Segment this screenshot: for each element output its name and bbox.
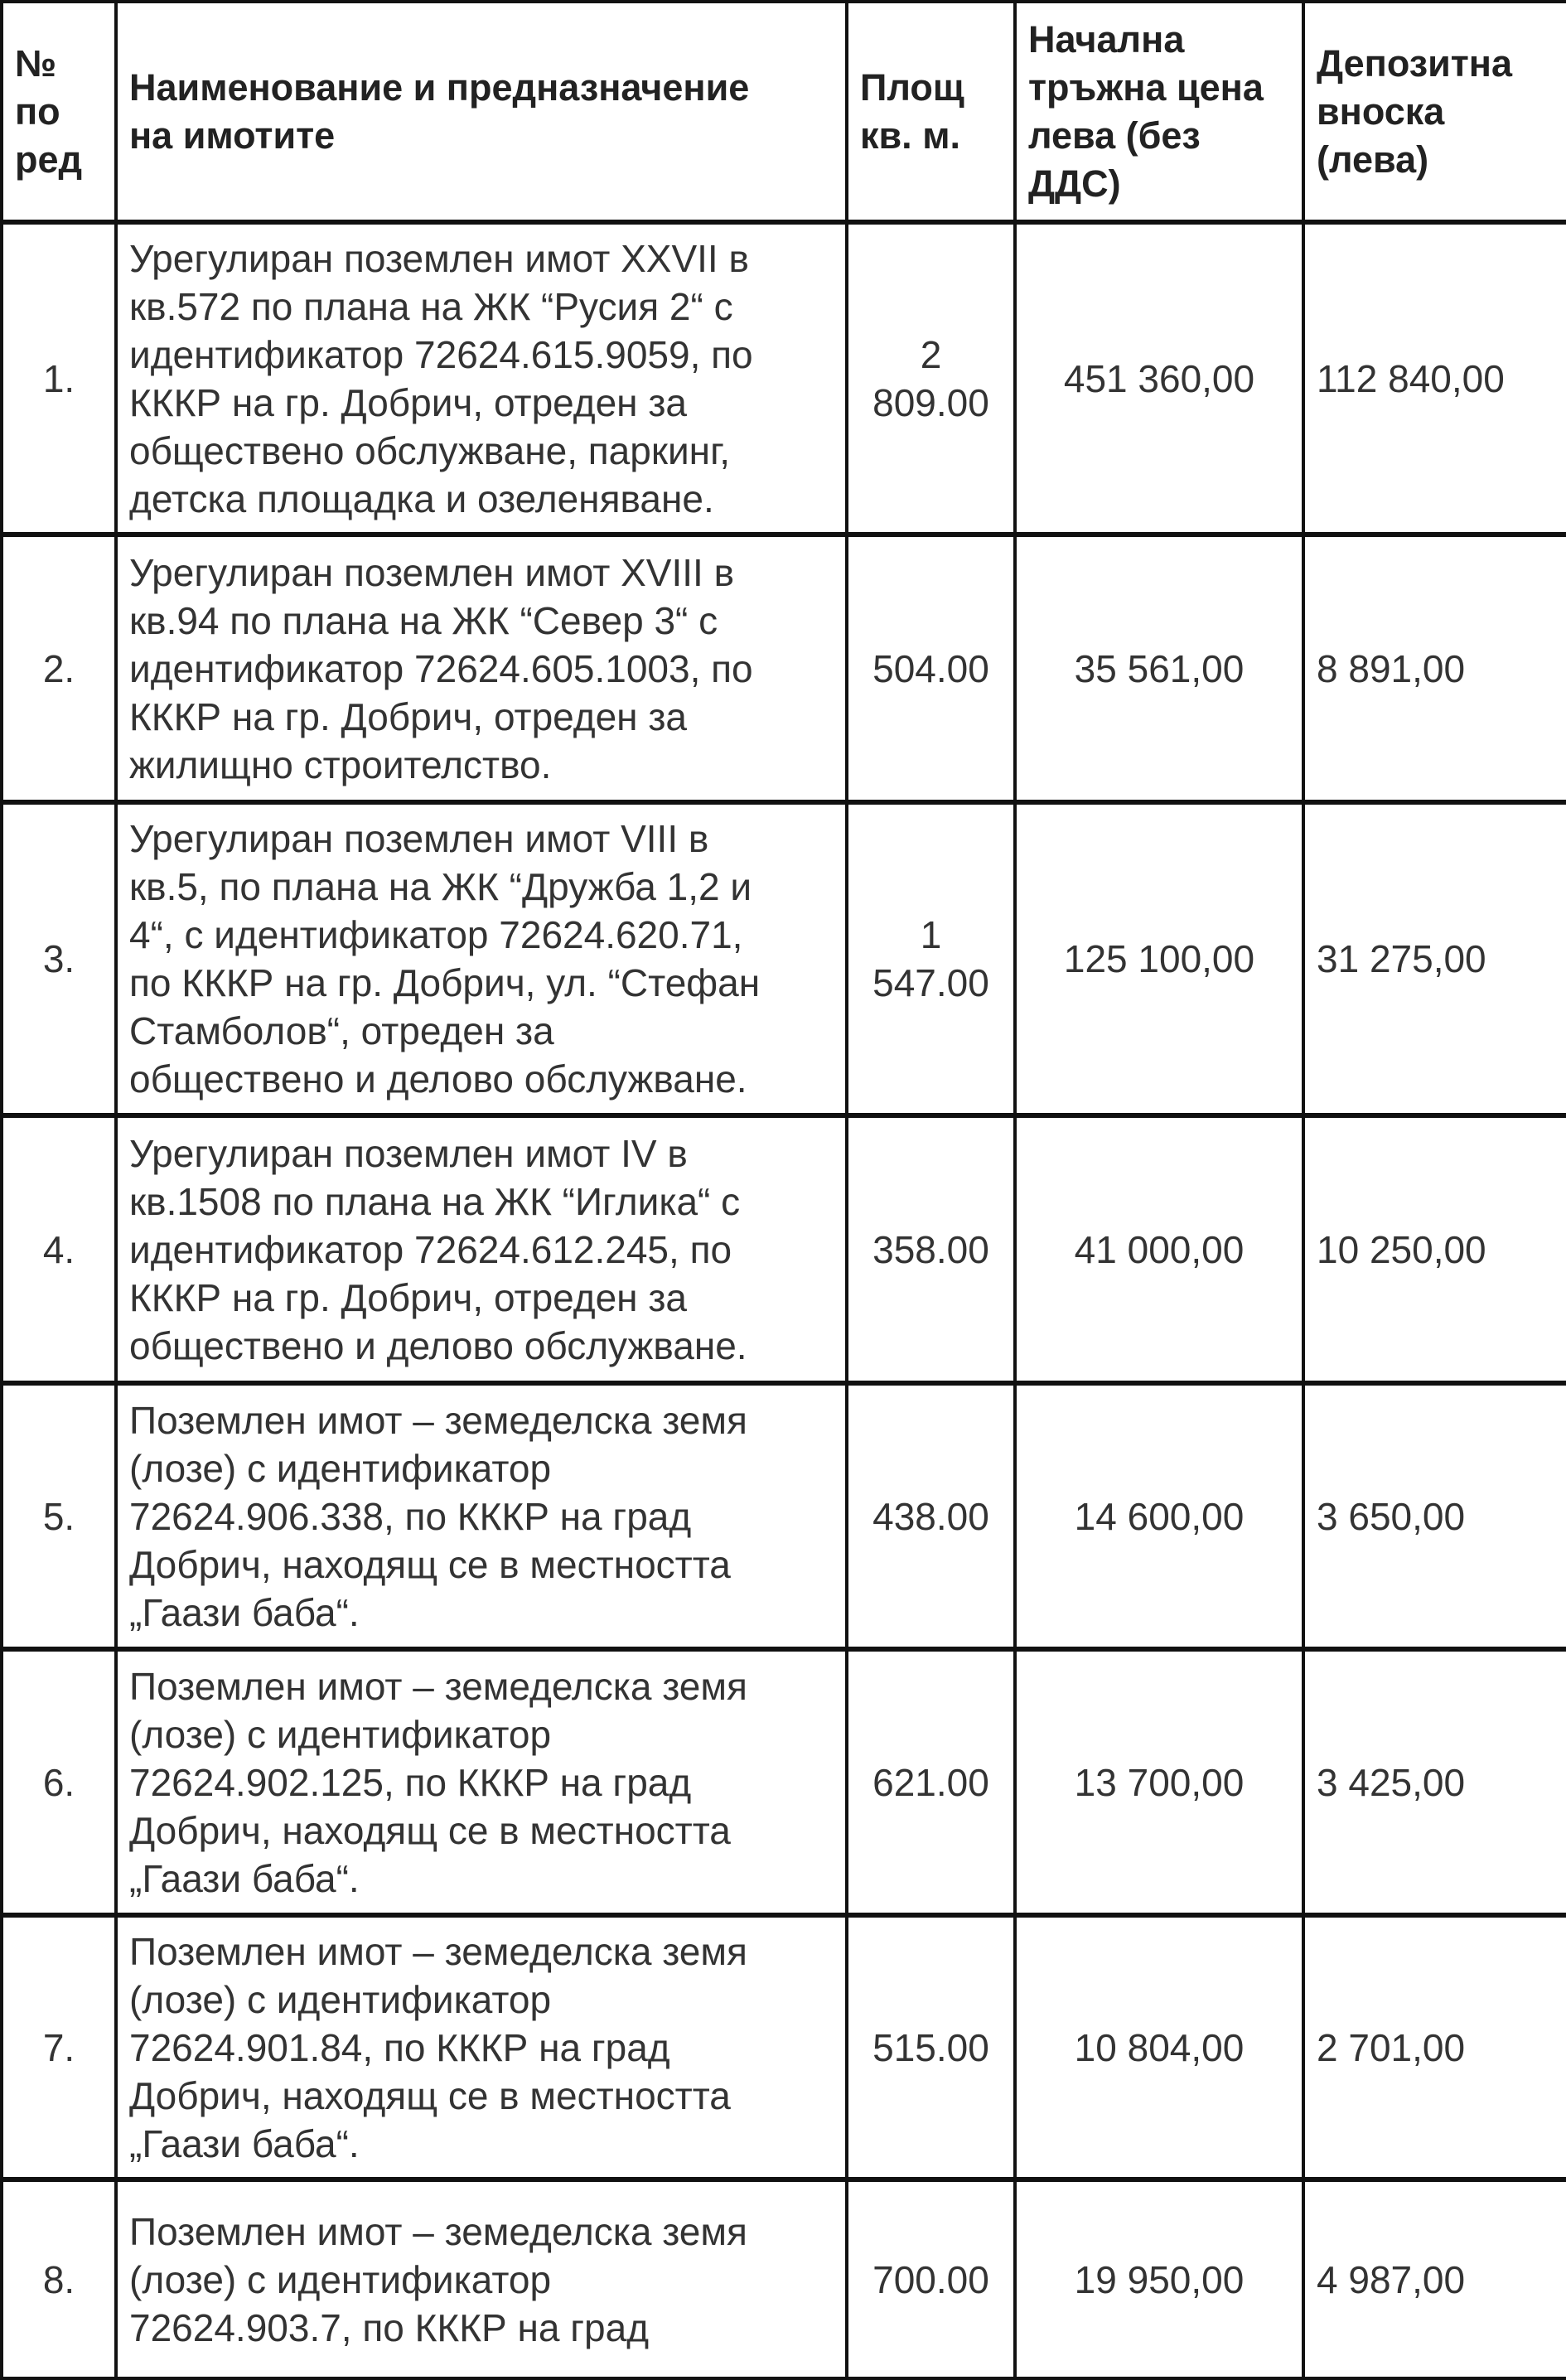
- property-description: Урегулиран поземлен имот VIII в кв.5, по плана на ЖК “Дружба 1,2 и 4“, с идентификатор 72624.620.71, по КККР на гр. Добрич, ул. “Стефан Стамболов“, отреден за обществено и делово обслужване.: [116, 802, 847, 1115]
- property-area: 621.00: [847, 1649, 1015, 1915]
- table-row: [2, 1915, 1566, 2179]
- property-description: Урегулиран поземлен имот XXVII в кв.572 по плана на ЖК “Русия 2“ с идентификатор 72624.615.9059, по КККР на гр. Добрич, отреден за обществено обслужване, паркинг, детска площадка и озеленяване.: [116, 222, 847, 535]
- property-description: Урегулиран поземлен имот IV в кв.1508 по плана на ЖК “Иглика“ с идентификатор 72624.612.245, по КККР на гр. Добрич, отреден за обществено и делово обслужване.: [116, 1115, 847, 1383]
- row-number: 8.: [2, 2179, 116, 2378]
- deposit-amount: 8 891,00: [1303, 535, 1566, 802]
- property-area: 515.00: [847, 1915, 1015, 2179]
- header-area: Площ кв. м.: [847, 2, 1015, 222]
- table-row: [2, 222, 1566, 535]
- deposit-amount: 3 650,00: [1303, 1383, 1566, 1649]
- property-description: Поземлен имот – земеделска земя (лозе) с идентификатор 72624.903.7, по КККР на град: [116, 2179, 847, 2378]
- deposit-amount: 4 987,00: [1303, 2179, 1566, 2378]
- row-number: 5.: [2, 1383, 116, 1649]
- property-area: 700.00: [847, 2179, 1015, 2378]
- header-row: [2, 2, 1566, 222]
- property-area: 1 547.00: [847, 802, 1015, 1115]
- starting-price: 19 950,00: [1015, 2179, 1303, 2378]
- table-row: [2, 2179, 1566, 2378]
- row-number: 6.: [2, 1649, 116, 1915]
- header-deposit: Депозитна вноска (лева): [1303, 2, 1566, 222]
- starting-price: 41 000,00: [1015, 1115, 1303, 1383]
- header-price: Начална тръжна цена лева (без ДДС): [1015, 2, 1303, 222]
- header-name: Наименование и предназначение на имотите: [116, 2, 847, 222]
- property-description: Поземлен имот – земеделска земя (лозе) с идентификатор 72624.902.125, по КККР на град Добрич, находящ се в местността „Гаази баба“.: [116, 1649, 847, 1915]
- deposit-amount: 10 250,00: [1303, 1115, 1566, 1383]
- starting-price: 125 100,00: [1015, 802, 1303, 1115]
- starting-price: 35 561,00: [1015, 535, 1303, 802]
- table-row: [2, 1383, 1566, 1649]
- row-number: 3.: [2, 802, 116, 1115]
- starting-price: 451 360,00: [1015, 222, 1303, 535]
- table-row: [2, 535, 1566, 802]
- starting-price: 10 804,00: [1015, 1915, 1303, 2179]
- row-number: 1.: [2, 222, 116, 535]
- property-description: Поземлен имот – земеделска земя (лозе) с идентификатор 72624.906.338, по КККР на град Добрич, находящ се в местността „Гаази баба“.: [116, 1383, 847, 1649]
- property-area: 504.00: [847, 535, 1015, 802]
- table-row: [2, 802, 1566, 1115]
- property-area: 358.00: [847, 1115, 1015, 1383]
- property-description: Урегулиран поземлен имот XVIII в кв.94 по плана на ЖК “Север 3“ с идентификатор 72624.605.1003, по КККР на гр. Добрич, отреден за жилищно строителство.: [116, 535, 847, 802]
- property-area: 2 809.00: [847, 222, 1015, 535]
- deposit-amount: 31 275,00: [1303, 802, 1566, 1115]
- row-number: 7.: [2, 1915, 116, 2179]
- table-row: [2, 1115, 1566, 1383]
- deposit-amount: 112 840,00: [1303, 222, 1566, 535]
- row-number: 2.: [2, 535, 116, 802]
- starting-price: 14 600,00: [1015, 1383, 1303, 1649]
- deposit-amount: 3 425,00: [1303, 1649, 1566, 1915]
- table-row: [2, 1649, 1566, 1915]
- header-num: № по ред: [2, 2, 116, 222]
- deposit-amount: 2 701,00: [1303, 1915, 1566, 2179]
- row-number: 4.: [2, 1115, 116, 1383]
- starting-price: 13 700,00: [1015, 1649, 1303, 1915]
- property-area: 438.00: [847, 1383, 1015, 1649]
- property-description: Поземлен имот – земеделска земя (лозе) с идентификатор 72624.901.84, по КККР на град Добрич, находящ се в местността „Гаази баба“.: [116, 1915, 847, 2179]
